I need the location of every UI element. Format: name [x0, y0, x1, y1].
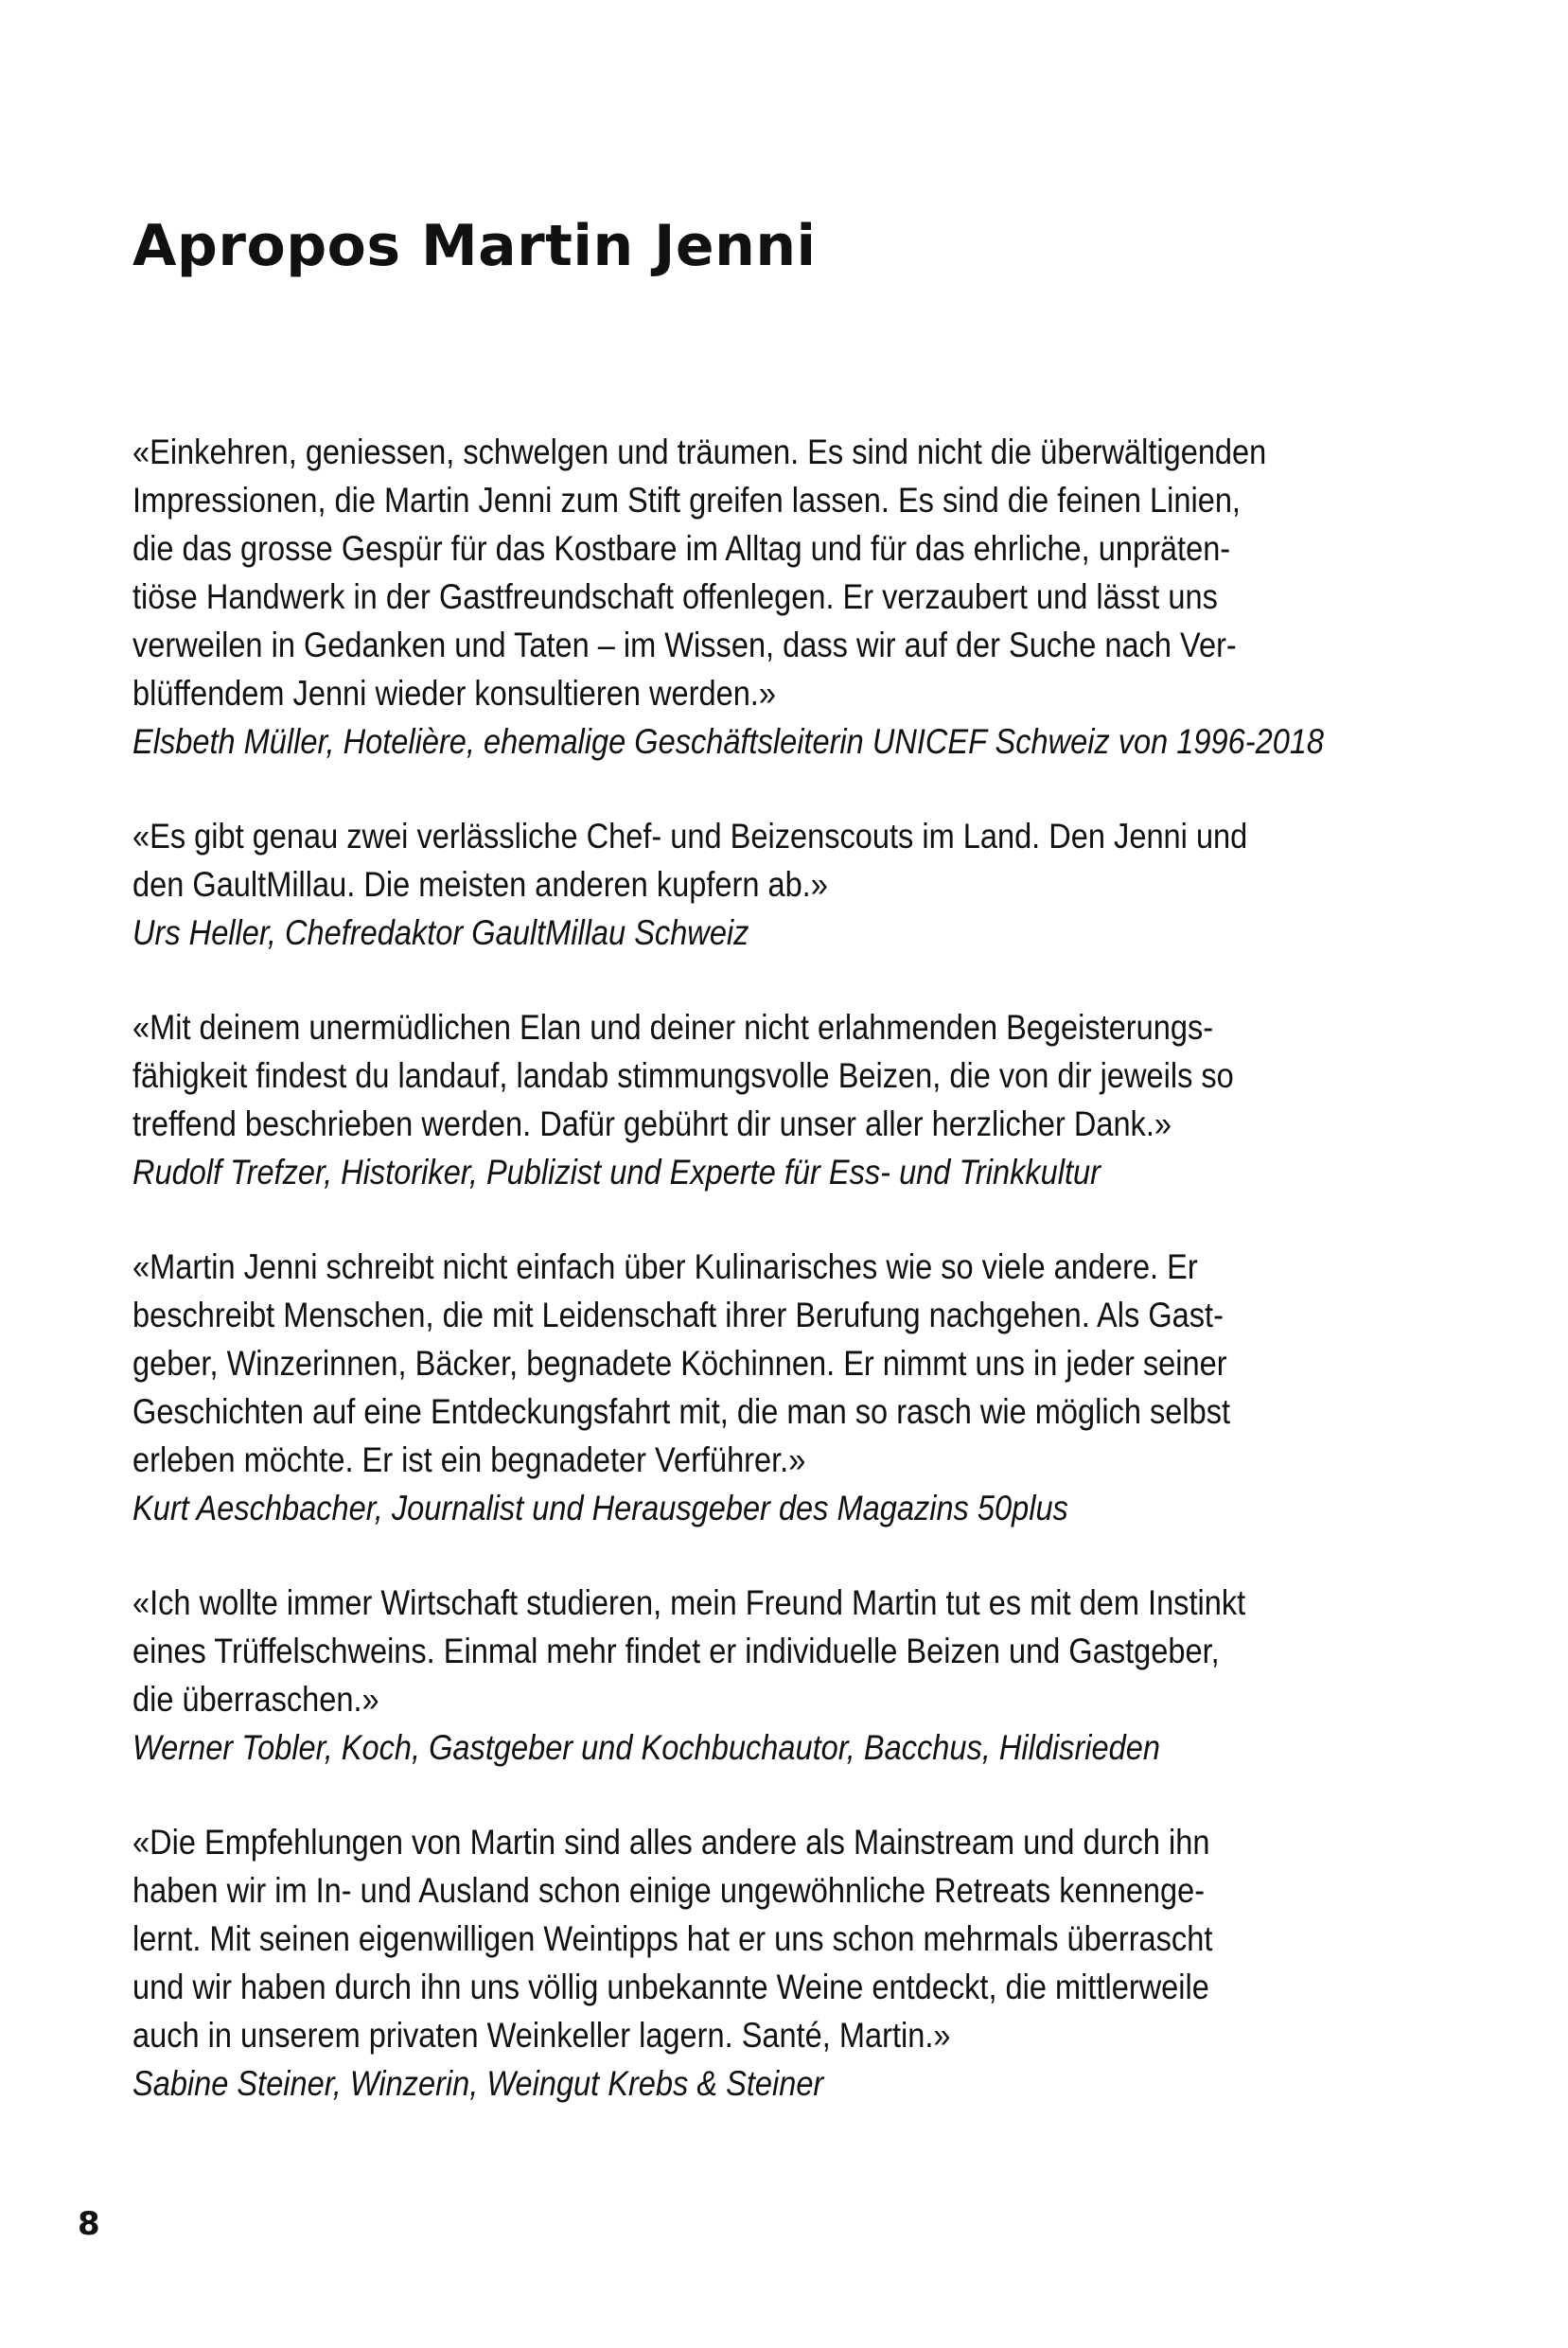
testimonial-kurt-aeschbacher — [132, 1243, 1231, 1532]
testimonial-rudolf-trefzer — [132, 1003, 1234, 1196]
testimonial-sabine-steiner — [132, 1818, 1213, 2108]
testimonial-elsbeth-mueller — [132, 428, 1325, 766]
quote-line: den GaultMillau. Die meisten anderen kupfern ab.» — [132, 865, 828, 904]
testimonial-quote — [132, 1243, 1231, 1484]
quote-line: die das grosse Gespür für das Kostbare im Alltag und für das ehrliche, unpräten- — [132, 529, 1231, 568]
quote-line: «Mit deinem unermüdlichen Elan und deiner nicht erlahmenden Begeisterungs- — [132, 1008, 1214, 1047]
testimonial-attribution: Rudolf Trefzer, Historiker, Publizist und Experte für Ess- und Trinkkultur — [132, 1153, 1101, 1192]
testimonial-attribution: Elsbeth Müller, Hotelière, ehemalige Geschäftsleiterin UNICEF Schweiz von 1996-2018 — [132, 722, 1325, 761]
quote-line: lernt. Mit seinen eigenwilligen Weintipps hat er uns schon mehrmals überrascht — [132, 1919, 1213, 1958]
testimonial-list — [132, 428, 1325, 2108]
testimonial-quote — [132, 428, 1267, 717]
testimonial-quote — [132, 812, 1248, 909]
testimonial-attribution: Urs Heller, Chefredaktor GaultMillau Schweiz — [132, 913, 749, 952]
testimonial-quote — [132, 1579, 1246, 1723]
testimonial-attribution: Werner Tobler, Koch, Gastgeber und Kochbuchautor, Bacchus, Hildisrieden — [132, 1728, 1160, 1767]
quote-line: verweilen in Gedanken und Taten – im Wissen, dass wir auf der Suche nach Ver- — [132, 626, 1237, 664]
quote-line: eines Trüffelschweins. Einmal mehr findet er individuelle Beizen und Gastgeber, — [132, 1632, 1220, 1670]
quote-line: tiöse Handwerk in der Gastfreundschaft offenlegen. Er verzaubert und lässt uns — [132, 577, 1218, 616]
quote-line: beschreibt Menschen, die mit Leidenschaft ihrer Berufung nachgehen. Als Gast- — [132, 1296, 1224, 1334]
quote-line: auch in unserem privaten Weinkeller lagern. Santé, Martin.» — [132, 2016, 951, 2055]
quote-line: blüffendem Jenni wieder konsultieren werden.» — [132, 674, 776, 713]
testimonial-quote — [132, 1818, 1213, 2059]
testimonial-attribution: Sabine Steiner, Winzerin, Weingut Krebs & Steiner — [132, 2064, 824, 2103]
testimonial-quote — [132, 1003, 1234, 1148]
quote-line: geber, Winzerinnen, Bäcker, begnadete Köchinnen. Er nimmt uns in jeder seiner — [132, 1344, 1227, 1383]
page-number: 8 — [78, 2205, 100, 2243]
quote-line: Impressionen, die Martin Jenni zum Stift greifen lassen. Es sind die feinen Linien, — [132, 481, 1241, 520]
quote-line: treffend beschrieben werden. Dafür gebührt dir unser aller herzlicher Dank.» — [132, 1104, 1172, 1143]
quote-line: Geschichten auf eine Entdeckungsfahrt mit, die man so rasch wie möglich selbst — [132, 1392, 1231, 1431]
quote-line: «Die Empfehlungen von Martin sind alles andere als Mainstream und durch ihn — [132, 1823, 1210, 1862]
quote-line: erleben möchte. Er ist ein begnadeter Verführer.» — [132, 1440, 806, 1479]
quote-line: «Ich wollte immer Wirtschaft studieren, mein Freund Martin tut es mit dem Instinkt — [132, 1583, 1246, 1622]
testimonial-attribution: Kurt Aeschbacher, Journalist und Herausgeber des Magazins 50plus — [132, 1489, 1068, 1527]
quote-line: «Einkehren, geniessen, schwelgen und träumen. Es sind nicht die überwältigenden — [132, 433, 1267, 471]
quote-line: fähigkeit findest du landauf, landab stimmungsvolle Beizen, die von dir jeweils so — [132, 1056, 1234, 1095]
page-title: Apropos Martin Jenni — [132, 213, 817, 279]
quote-line: haben wir im In- und Ausland schon einige ungewöhnliche Retreats kennenge- — [132, 1871, 1206, 1910]
quote-line: «Es gibt genau zwei verlässliche Chef- und Beizenscouts im Land. Den Jenni und — [132, 817, 1248, 856]
quote-line: und wir haben durch ihn uns völlig unbekannte Weine entdeckt, die mittlerweile — [132, 1968, 1209, 2006]
testimonial-urs-heller — [132, 812, 1248, 957]
quote-line: die überraschen.» — [132, 1680, 379, 1719]
testimonial-werner-tobler — [132, 1579, 1246, 1772]
quote-line: «Martin Jenni schreibt nicht einfach über Kulinarisches wie so viele andere. Er — [132, 1247, 1198, 1286]
